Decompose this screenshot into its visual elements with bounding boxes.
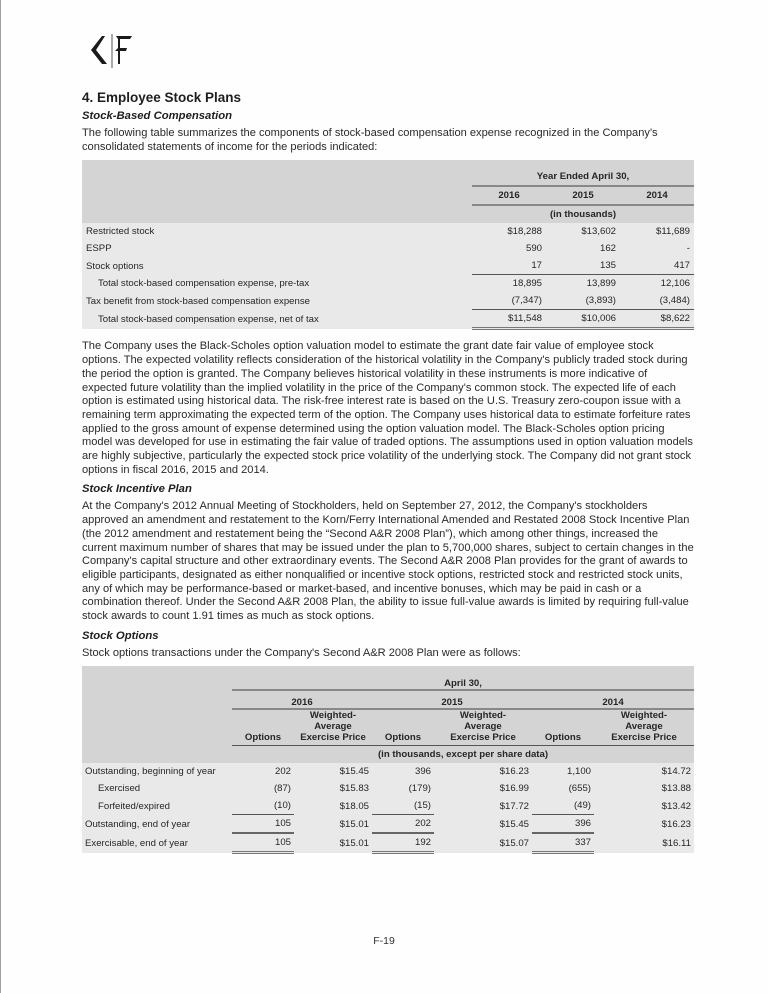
so-year-2014: 2014 bbox=[532, 690, 694, 709]
table-row: Total stock-based compensation expense, net of tax $11,548 $10,006 $8,622 bbox=[82, 310, 694, 329]
page-number: F-19 bbox=[373, 935, 395, 947]
table-row: Exercised (87) $15.83 (179) $16.99 (655) $13.88 bbox=[82, 780, 694, 797]
sip-heading: Stock Incentive Plan bbox=[82, 483, 192, 496]
sbc-header-group: Year Ended April 30, bbox=[472, 168, 694, 186]
table-row: Forfeited/expired (10) $18.05 (15) $17.72 (49) $13.42 bbox=[82, 797, 694, 815]
sbc-heading: Stock-Based Compensation bbox=[82, 110, 233, 122]
so-year-2016: 2016 bbox=[232, 690, 372, 709]
so-heading: Stock Options bbox=[82, 629, 159, 642]
table-row: Stock options 17 135 417 bbox=[82, 257, 694, 275]
table-row: ESPP 590 162 - bbox=[82, 240, 694, 257]
table-row: Restricted stock $18,288 $13,602 $11,689 bbox=[82, 223, 694, 240]
so-year-2015: 2015 bbox=[372, 690, 532, 709]
sbc-year-2015: 2015 bbox=[546, 186, 620, 205]
sbc-intro: The following table summarizes the components of stock-based compensation expense recognized in the Company's consolidated statements of income for the periods indicated: bbox=[82, 127, 658, 153]
so-intro: Stock options transactions under the Company's Second A&R 2008 Plan were as follows: bbox=[82, 646, 521, 659]
table-row: Outstanding, beginning of year 202 $15.45 396 $16.23 1,100 $14.72 bbox=[82, 763, 694, 780]
table-row: Total stock-based compensation expense, pre-tax 18,895 13,899 12,106 bbox=[82, 275, 694, 293]
stock-options-table: April 30, 2016 2015 2014 Options Weighted- Average Exercise Price Options Weighted- Average Exercise Price Options Weighted- Average Exercise Price (in thousands, except per share data) Outstanding, beginning of year 202 $15.45 396 $16.23 1,100 $14.72 Exercised (87) $15.83 (179) $16.99 (655) $13.88 Forfeited/expired (10) $18.05 (15) $17.72 (49) $13.42 Outstanding, end of year 105 $15.01 202 $15.45 396 $16.23 Exercisable, end of year 105 $15.01 192 $15.07 337 $16.11 bbox=[82, 666, 694, 854]
sbc-units: (in thousands) bbox=[472, 205, 694, 223]
black-scholes-paragraph: The Company uses the Black-Scholes option valuation model to estimate the grant date fair value of employee stock options. The expected volatility reflects consideration of the historical volatility in the Company's publicly traded stock during the period the option is granted. The Company believes historical volatility in these instruments is more indicative of expected future volatility than the implied volatility in the price of the Company's common stock. The expected life of each option is estimated using historical data. The risk-free interest rate is based on the U.S. Treasury zero-coupon issue with a remaining term approximating the expected term of the option. The Company uses historical data to estimate forfeiture rates applied to the gross amount of expense determined using the option valuation model. The Black-Scholes option pricing model was developed for use in estimating the fair value of traded options. The assumptions used in option valuation models are highly subjective, particularly the expected stock price volatility of the underlying stock. The Company did not grant stock options in fiscal 2016, 2015 and 2014. bbox=[82, 340, 693, 476]
so-header-group: April 30, bbox=[232, 672, 694, 690]
page-edge bbox=[0, 0, 1, 993]
col-exercise-price: Exercise Price bbox=[300, 732, 366, 744]
table-row: Exercisable, end of year 105 $15.01 192 $15.07 337 $16.11 bbox=[82, 833, 694, 853]
table-row: Tax benefit from stock-based compensation expense (7,347) (3,893) (3,484) bbox=[82, 292, 694, 310]
sip-paragraph: At the Company's 2012 Annual Meeting of Stockholders, held on September 27, 2012, the Company's stockholders approved an amendment and restatement to the Korn/Ferry International Amended and Restated 2008 Stock Incentive Plan (the 2012 amendment and restatement being the “Second A&R 2008 Plan”), which among other things, increased the current maximum number of shares that may be issued under the plan to 5,700,000 shares, subject to certain changes in the Company's capital structure and other extraordinary events. The Second A&R 2008 Plan provides for the grant of awards to eligible participants, designated as either nonqualified or incentive stock options, restricted stock and restricted stock units, any of which may be performance-based or market-based, and incentive bonuses, which may be paid in cash or a combination thereof. Under the Second A&R 2008 Plan, the ability to issue full-value awards is limited by requiring full-value stock awards to count 1.91 times as much as stock options. bbox=[82, 500, 694, 623]
col-options: Options bbox=[244, 732, 282, 744]
korn-ferry-logo-icon bbox=[90, 30, 140, 70]
sbc-year-2014: 2014 bbox=[620, 186, 694, 205]
sbc-table bbox=[82, 160, 694, 330]
table-row: Outstanding, end of year 105 $15.01 202 $15.45 396 $16.23 bbox=[82, 815, 694, 834]
sbc-year-2016: 2016 bbox=[472, 186, 546, 205]
section-title: 4. Employee Stock Plans bbox=[82, 90, 242, 105]
so-units: (in thousands, except per share data) bbox=[232, 746, 694, 764]
document-body bbox=[82, 90, 694, 864]
